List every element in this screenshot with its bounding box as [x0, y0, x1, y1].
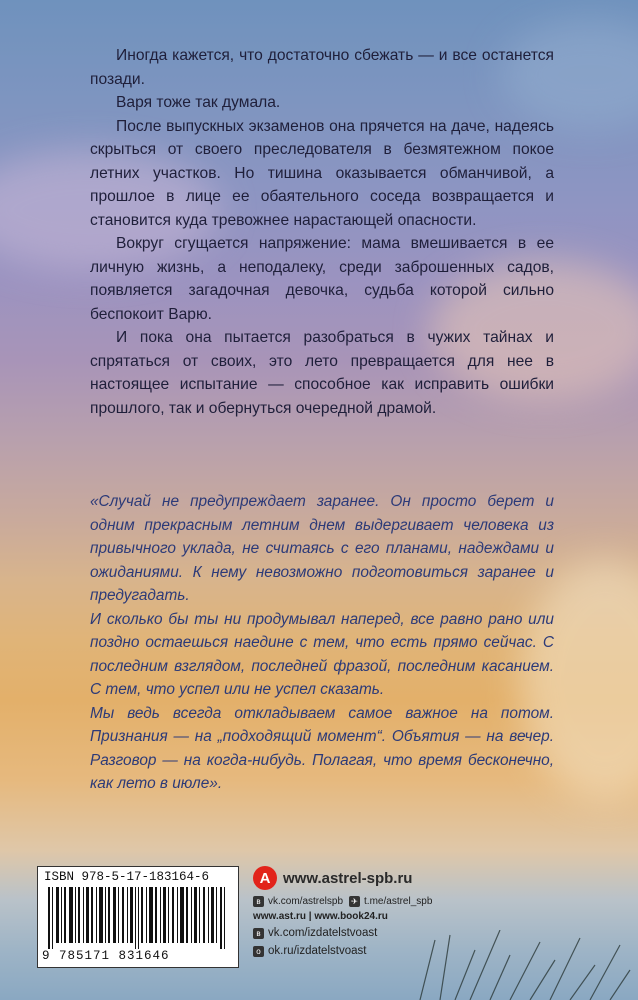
- ok-icon: о: [253, 946, 264, 957]
- publisher-logo-icon: А: [253, 866, 277, 890]
- annotation-paragraph: И пока она пытается разобраться в чужих тайнах и спрятаться от своих, это лето превращается для нее в настоящее испытание — способное как исправить ошибки прошлого, так и обернуться очередной драмой.: [90, 329, 554, 417]
- quote-paragraph: «Случай не предупреждает заранее. Он просто берет и одним прекрасным летним днем выдергивает человека из привычного уклада, не считаясь с его планами, надеждами и ожиданиями. К нему невозможно подготовиться заранее и предугадать.: [90, 493, 554, 604]
- grass-decoration: [380, 930, 638, 1000]
- quote-paragraph: Мы ведь всегда откладываем самое важное на потом. Признания — на „подходящий момент“. Объятия — на вечер. Разговор — на когда-нибудь. Полагая, что время бесконечно, как лето в июле».: [90, 704, 554, 792]
- book-quote: [90, 490, 554, 796]
- annotation-paragraph: После выпускных экзаменов она прячется на даче, надеясь скрыться от своего преследователя в безмятежном покое летних участков. Но тишина оказывается обманчивой, а прошлое в лице ее обаятельного соседа возвращается и становится куда тревожнее нарастающей опасности.: [90, 117, 554, 229]
- annotation-paragraph: Вокруг сгущается напряжение: мама вмешивается в ее личную жизнь, а неподалеку, среди заброшенных садов, появляется загадочная девочка, судьба которой сильно беспокоит Варю.: [90, 235, 554, 323]
- vk-icon: в: [253, 928, 264, 939]
- publisher-website[interactable]: www.astrel-spb.ru: [283, 869, 413, 887]
- telegram-link[interactable]: t.me/astrel_spb: [364, 896, 433, 907]
- annotation-text: [90, 44, 554, 420]
- publisher-sites[interactable]: www.ast.ru | www.book24.ru: [253, 911, 388, 922]
- telegram-icon: ✈: [349, 896, 360, 907]
- vk-icon: в: [253, 896, 264, 907]
- vk-izd-link[interactable]: vk.com/izdatelstvoast: [268, 927, 378, 939]
- annotation-paragraph: Иногда кажется, что достаточно сбежать — и все останется позади.: [90, 47, 554, 88]
- ok-izd-link[interactable]: ok.ru/izdatelstvoast: [268, 945, 367, 957]
- quote-paragraph: И сколько бы ты ни продумывал наперед, все равно рано или поздно остаешься наедине с тем, что есть прямо сейчас. С последним взглядом, последней фразой, последним касанием. С тем, что успел или не успел сказать.: [90, 610, 554, 698]
- barcode-icon: [48, 887, 228, 949]
- barcode-digits: 9 785171 831646: [42, 949, 170, 963]
- isbn-label: ISBN 978-5-17-183164-6: [44, 870, 210, 884]
- isbn-barcode-box: [37, 866, 239, 968]
- annotation-paragraph: Варя тоже так думала.: [116, 94, 281, 111]
- vk-astrel-link[interactable]: vk.com/astrelspb: [268, 896, 344, 907]
